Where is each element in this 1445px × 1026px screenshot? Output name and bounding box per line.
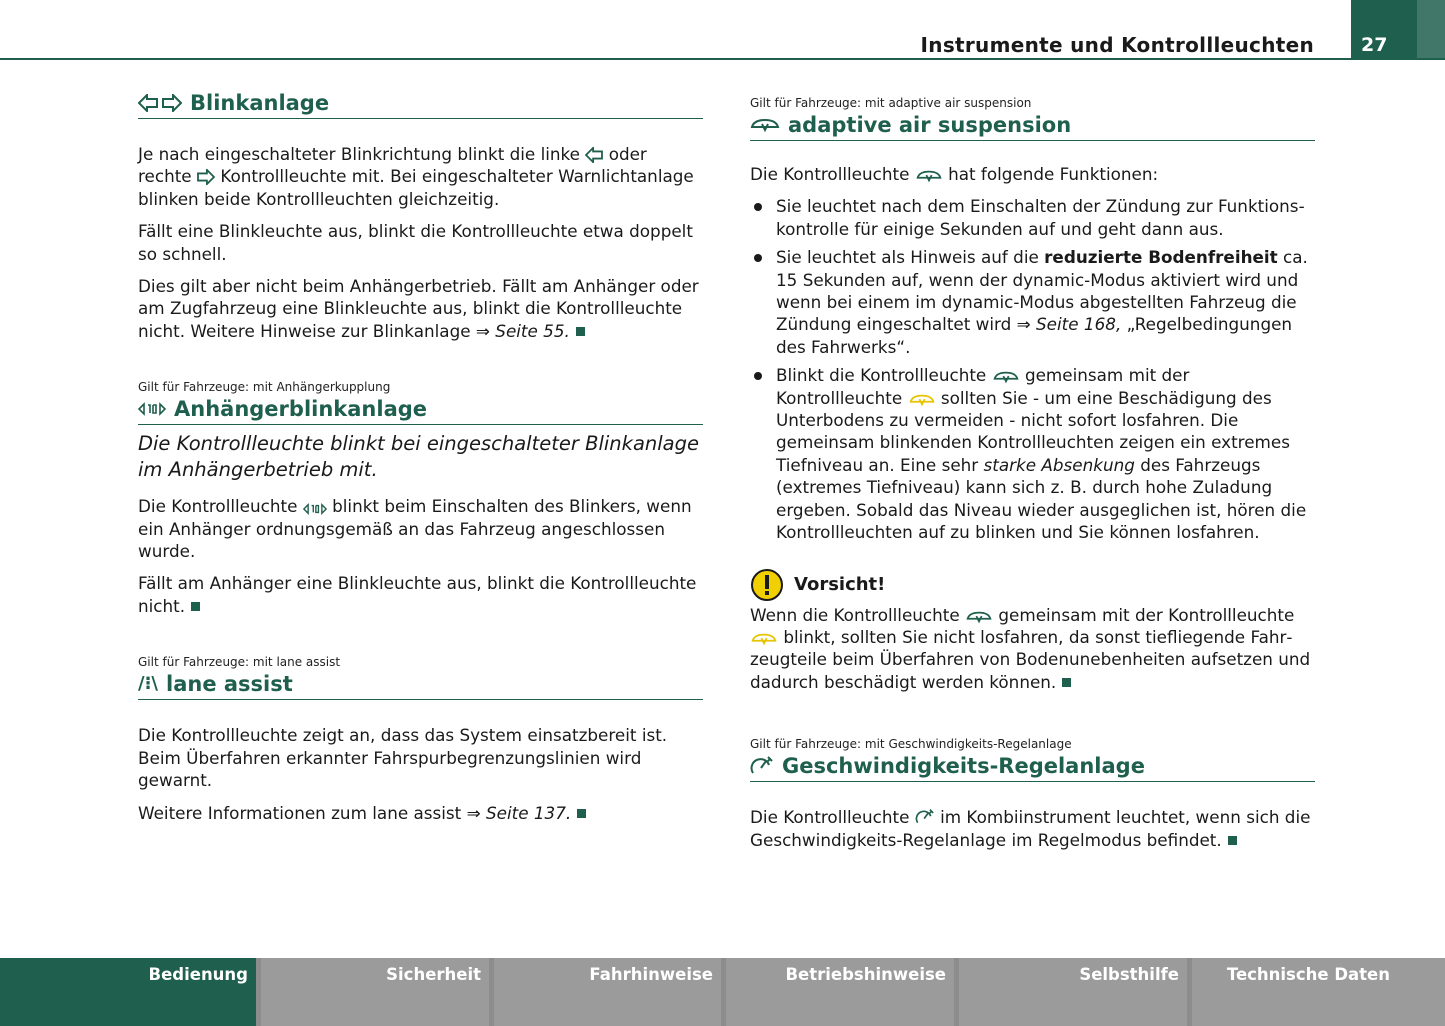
page-number: 27	[1361, 34, 1388, 56]
right-column	[750, 96, 1315, 851]
bullet-item: Sie leuchtet nach dem Einschalten der Zündung zur Funktionskontrolle für einige Sekunden auf und geht dann aus.	[750, 195, 1315, 240]
section-title: Geschwindigkeits-Regelanlage	[782, 754, 1145, 779]
section-heading-lane-assist	[138, 671, 703, 700]
paragraph	[138, 143, 703, 210]
paragraph	[750, 163, 1315, 185]
footer-tab-selbsthilfe[interactable]	[959, 958, 1187, 1026]
text: Sie leuchtet als Hinweis auf die	[776, 247, 1039, 268]
text: blinkt, sollten Sie nicht losfahren, da sonst tiefliegende Fahrzeugteile beim Überfahren von Bodenunebenheiten aufsetzen und dadurch beschädigt werden können.	[750, 626, 1311, 692]
bullet-item	[750, 246, 1315, 358]
text: ca. 15 Sekunden auf, wenn der dynamic-Modus aktiviert wird und wenn bei einem im dynamic-Modus abgestellten Fahrzeug die Zündung eingeschaltet wird ⇒	[776, 247, 1308, 335]
page-reference-link[interactable]: Seite 55.	[495, 320, 570, 341]
text: Dies gilt aber nicht beim Anhängerbetrieb. Fällt am Anhänger oder am Zugfahrzeug eine Blinkleuchte aus, blinkt die Kontrollleuchte nicht. Weitere Hinweise zur Blinkanlage ⇒	[138, 276, 699, 341]
trailer-turn-signal-icon	[138, 402, 166, 416]
ground-clearance-warning-icon	[750, 632, 778, 646]
footer-tab-fahrhinweise[interactable]	[494, 958, 721, 1026]
paragraph	[138, 572, 703, 617]
lead-paragraph: Die Kontrollleuchte blinkt bei eingeschalteter Blinkanlage im Anhängerbetrieb mit.	[138, 432, 700, 482]
text: Je nach eingeschalteter Blinkrichtung blinkt die linke	[138, 144, 580, 164]
lane-assist-icon: /⁝\	[138, 673, 158, 695]
paragraph	[138, 802, 703, 824]
paragraph: Die Kontrollleuchte zeigt an, dass das System einsatzbereit ist. Beim Überfahren erkannter Fahrspurbegrenzungslinien wird gewarnt.	[138, 725, 668, 791]
text: Weitere Informationen zum lane assist ⇒	[138, 802, 481, 823]
text: Die Kontrollleuchte	[750, 807, 910, 828]
text: „Regelbedingungen des Fahrwerks“.	[776, 314, 1293, 357]
paragraph	[138, 275, 703, 342]
text: des Fahrzeugs (extremes Tiefniveau) kann sich z. B. durch hohe Zuladung ergeben. Sobald das Niveau wieder ausgeglichen ist, hören die Kontrollleuchten auf zu blinken und Sie können losfahren.	[776, 454, 1307, 543]
cruise-control-icon	[750, 755, 774, 777]
footer-tab-sicherheit[interactable]	[261, 958, 489, 1026]
header-rule	[0, 58, 1445, 60]
end-of-section-mark	[577, 809, 586, 818]
caution-box-header	[750, 568, 1315, 602]
applicability-note: Gilt für Fahrzeuge: mit lane assist	[138, 655, 341, 670]
text: Die Kontrollleuchte	[750, 164, 910, 184]
text: oder rechte	[138, 144, 647, 187]
text: gemeinsam mit der Kontrollleuchte	[998, 604, 1295, 625]
section-title: Blinkanlage	[190, 91, 330, 115]
caution-title: Vorsicht!	[794, 574, 886, 595]
section-heading-geschwindigkeits-regelanlage	[750, 753, 1315, 782]
text: im Kombiinstrument leuchtet, wenn sich die Geschwindigkeits-Regelanlage im Regelmodus befindet.	[750, 807, 1311, 850]
page-number-box	[1351, 0, 1417, 58]
text: blinkt beim Einschalten des Blinkers, wenn ein Anhänger ordnungsgemäß an das Fahrzeug angeschlossen wurde.	[138, 496, 692, 562]
caution-text	[750, 604, 1315, 694]
left-column	[138, 90, 703, 824]
emphasis: reduzierte Bodenfreiheit	[1044, 247, 1278, 268]
end-of-section-mark	[1062, 678, 1071, 687]
paragraph: Fällt eine Blinkleuchte aus, blinkt die Kontrollleuchte etwa doppelt so schnell.	[138, 221, 693, 264]
applicability-note: Gilt für Fahrzeuge: mit Anhängerkupplung	[138, 380, 391, 395]
page-reference-link[interactable]: Seite 137.	[485, 802, 572, 823]
footer-tab-technische-daten[interactable]	[1192, 958, 1445, 1026]
air-suspension-icon	[915, 169, 943, 183]
section-title: lane assist	[166, 672, 293, 697]
air-suspension-icon	[750, 117, 780, 133]
text: Die Kontrollleuchte	[138, 496, 298, 517]
applicability-note: Gilt für Fahrzeuge: mit Geschwindigkeits-Regelanlage	[750, 737, 1072, 752]
tab-label: Betriebshinweise	[785, 965, 946, 984]
tab-label: Fahrhinweise	[589, 965, 713, 984]
emphasis: starke Absenkung	[983, 454, 1135, 475]
caution-icon	[750, 568, 784, 602]
text: Fällt am Anhänger eine Blinkleuchte aus, blinkt die Kontrollleuchte nicht.	[138, 573, 697, 616]
end-of-section-mark	[1228, 836, 1237, 845]
text: Wenn die Kontrollleuchte	[750, 604, 960, 625]
section-heading-blinkanlage	[138, 90, 703, 119]
footer-tab-betriebshinweise[interactable]	[726, 958, 954, 1026]
end-of-section-mark	[576, 327, 585, 336]
footer-tab-bedienung[interactable]	[0, 958, 256, 1026]
applicability-note: Gilt für Fahrzeuge: mit adaptive air suspension	[750, 96, 1032, 110]
tab-label: Technische Daten	[1226, 965, 1390, 984]
left-turn-signal-icon	[585, 147, 603, 163]
tab-label: Sicherheit	[386, 965, 481, 984]
text: gemeinsam mit der Kontrollleuchte	[776, 365, 1190, 408]
page-header-title: Instrumente und Kontrollleuchten	[920, 33, 1314, 57]
page-number-box-extension	[1417, 0, 1445, 58]
text: Kontrollleuchte mit. Bei eingeschalteter Warnlichtanlage blinken beide Kontrollleuchten gleichzeitig.	[138, 166, 694, 209]
text: Blinkt die Kontrollleuchte	[776, 365, 987, 386]
paragraph	[138, 495, 703, 562]
bullet-item	[750, 364, 1315, 543]
trailer-turn-signal-icon	[303, 503, 327, 515]
section-title: adaptive air suspension	[788, 113, 1072, 137]
text: sollten Sie - um eine Beschädigung des Unterbodens zu vermeiden - nicht sofort losfahren. Die gemeinsam blinkenden Kontrollleuchten zeigen ein extremes Tiefniveau an. Eine sehr	[776, 387, 1290, 475]
cruise-control-icon	[915, 808, 935, 826]
section-heading-adaptive-air-suspension	[750, 112, 1315, 141]
section-title: Anhängerblinkanlage	[174, 397, 428, 422]
air-suspension-icon	[965, 610, 993, 624]
paragraph	[750, 806, 1315, 851]
end-of-section-mark	[191, 602, 200, 611]
air-suspension-icon	[992, 370, 1020, 384]
text: hat folgende Funktionen:	[948, 164, 1159, 184]
turn-signal-icon	[138, 94, 182, 112]
section-heading-anhaengerblinkanlage	[138, 396, 703, 425]
tab-label: Selbsthilfe	[1079, 965, 1179, 984]
page-reference-link[interactable]: Seite 168,	[1036, 314, 1122, 335]
tab-label: Bedienung	[148, 965, 248, 984]
ground-clearance-warning-icon	[908, 393, 936, 407]
right-turn-signal-icon	[197, 169, 215, 185]
